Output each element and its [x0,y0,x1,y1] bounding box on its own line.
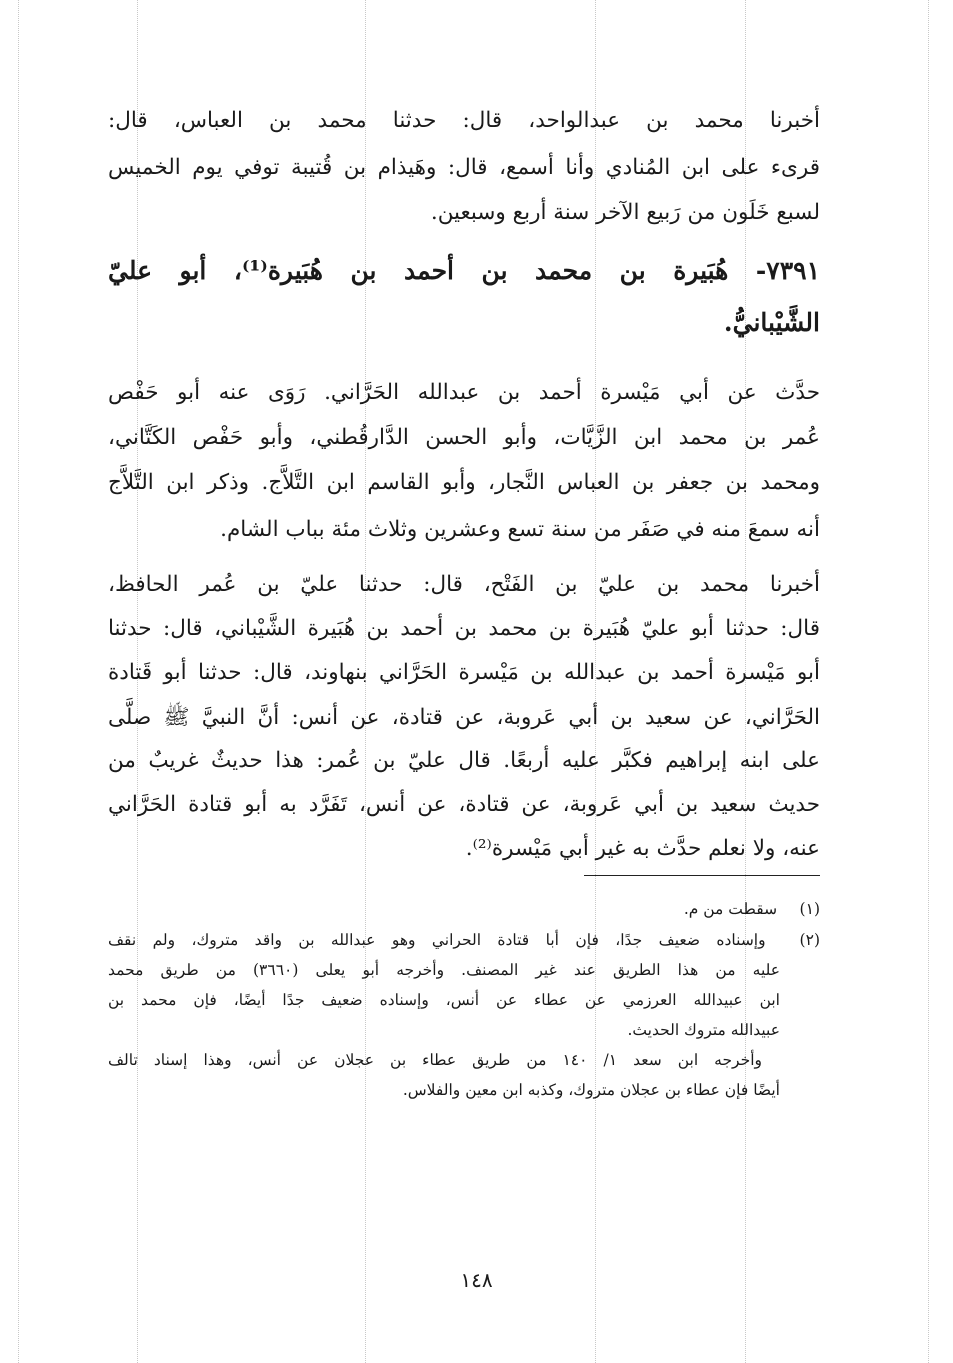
text-line: أخبرنا محمد بن عليّ بن الفَتْح، قال: حدثنا عليّ بن عُمر الحافظ، [108,572,820,597]
footnote-number: (١) [799,900,820,918]
entry-heading: ٧٣٩١- هُبَيرة بن محمد بن أحمد بن هُبَيرة⁽¹⁾، أبو عليّ [108,256,820,285]
footnote-line: وأخرجه ابن سعد ١/ ١٤٠ من طريق عطاء بن عجلان عن أنس، وهذا إسناد تالف [108,1051,762,1069]
footnote-line: عليه من هذا الطريق عند غير المصنف. وأخرجه أبو يعلى (٣٦٦٠) من طريق محمد [108,961,780,979]
text-line: الحَرَّاني، عن سعيد بن أبي عَروبة، عن قتادة، عن أنس: أنَّ النبيَّ ﷺ صلَّى [108,705,820,730]
footnote-text: سقطت من م. [683,900,778,918]
footnote-line: عبيدالله متروك الحديث. [627,1021,780,1039]
entry-heading: الشَّيْبانيُّ. [723,308,820,337]
footnote-1 [108,900,820,918]
text-line: عنه، ولا نعلم حدَّث به غير أبي مَيْسرة⁽²⁾. [465,836,820,861]
margin-dots [18,0,19,1363]
page-number: ١٤٨ [460,1268,493,1292]
text-line: أنه سمعَ منه في صَفَر من سنة تسع وعشرين وثلاث مئة بباب الشام. [220,517,820,542]
text-line: حدَّث عن أبي مَيْسرة أحمد بن عبدالله الحَرَّاني. رَوَى عنه أبو حَفْص [108,380,820,405]
text-line: على ابنه إبراهيم فكبَّر عليه أربعًا. قال عليّ بن عُمر: هذا حديثٌ غريبٌ من [108,748,820,773]
text-line: قرىء على ابن المُنادي وأنا أسمع، قال: وهَيذام بن قُتيبة توفي يوم الخميس [108,155,820,180]
footnote-2 [108,931,820,949]
footnote-number: (٢) [799,931,820,949]
text-line: أخبرنا محمد بن عبدالواحد، قال: حدثنا محمد بن العباس، قال: [108,108,820,133]
text-line: أبو مَيْسرة أحمد بن عبدالله بن مَيْسرة الحَرَّاني بنهاوند، قال: حدثنا أبو قَتادة [108,660,820,685]
text-line: قال: حدثنا أبو عليّ هُبَيرة بن محمد بن أحمد بن هُبَيرة الشَّيْباني، قال: حدثنا [108,616,820,641]
footnote-text: وإسناده ضعيف جدًا، فإن أبا قتادة الحراني وهو عبدالله بن واقد متروك، ولم نقف [108,931,766,949]
text-line: حديث سعيد بن أبي عَروبة، عن قتادة، عن أنس، تَفَرَّد به أبو قتادة الحَرَّاني [108,792,820,817]
text-line: ومحمد بن جعفر بن العباس النَّجار، وأبو القاسم ابن التَّلاَّج. وذكر ابن التَّلاَّج [108,470,820,495]
margin-dots [928,0,929,1363]
footnote-separator [584,875,820,876]
text-line: عُمر بن محمد ابن الزَّيَّات، وأبو الحسن الدَّارقُطني، وأبو حَفْص الكَتَّاني، [108,425,820,450]
text-line: لسبع خَلَون من رَبيع الآخر سنة أربع وسبعين. [430,200,820,225]
footnote-line: ابن عبيدالله العرزمي عن عطاء عن أنس، وإسناده ضعيف جدًا أيضًا، فإن محمد بن [108,991,780,1009]
footnote-line: أيضًا فإن عطاء بن عجلان متروك، وكذبه ابن معين والفلاس. [402,1081,780,1099]
